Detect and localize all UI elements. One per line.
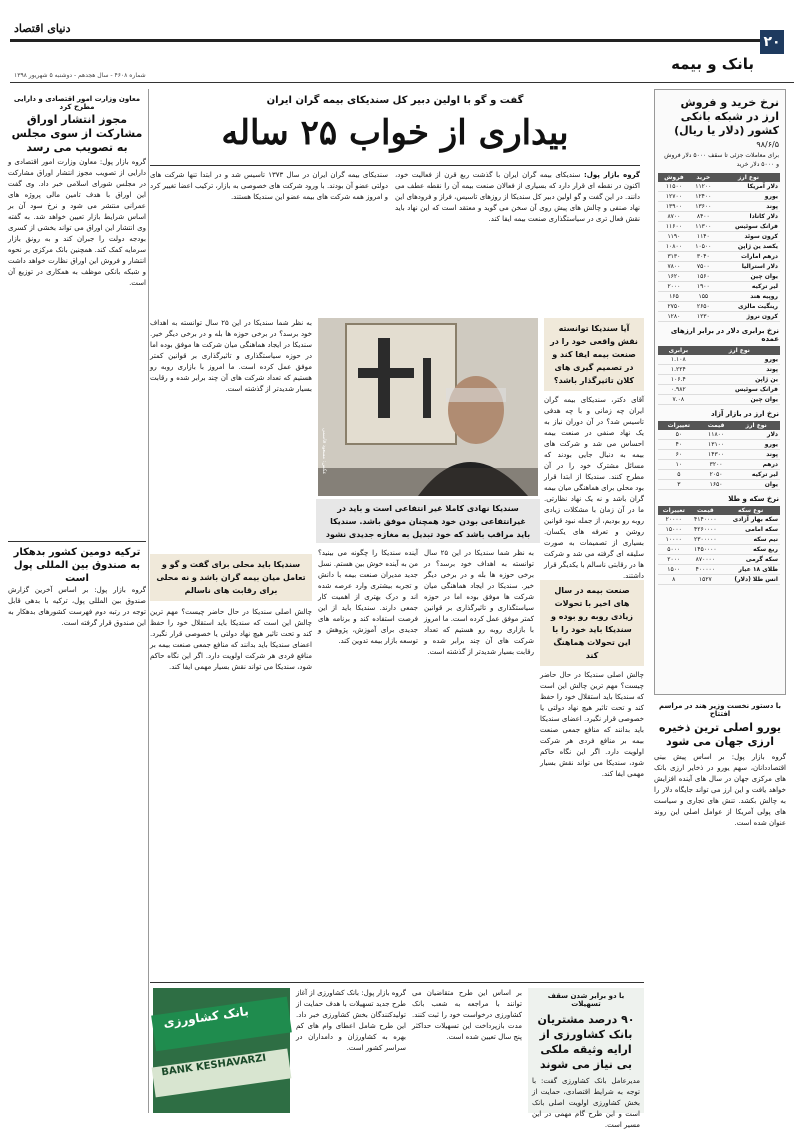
table-cell: ۱۱۵۰۰ <box>658 182 690 192</box>
table-cell: ۱۳۹۰۰ <box>658 202 690 212</box>
table-row <box>658 555 780 565</box>
bottom-col-1: گروه بازار پول: بانک کشاورزی از آغاز طرح جدید تسهیلات با هدف حمایت از تولیدکنندگان بخش کشاورزی خبر داد. این طرح شامل اعطای وام های کم بهره به کشاورزان و دامداران در سراسر کشور است. <box>296 989 406 1052</box>
table-cell: ۱۰۵۰۰ <box>690 242 717 252</box>
euro-title: یورو اصلی ترین ذخیره ارزی جهان می شود <box>658 721 782 748</box>
table-row <box>658 212 780 222</box>
intro-text: سندیکای بیمه گران ایران با گذشت ربع قرن از فعالیت خود، اکنون در نقطه ای قرار دارد که بسیاری از فعالان صنعت بیمه آن را نقطه عطف می دانند. در این گفت و گو اولین دبیر کل سندیکا از روزهای تاسیس، فراز و فرودهای این نهاد صنفی و چالش های پیش روی آن سخن می گوید و معتقد است که این نهاد باید نقش فعال تری در سیاستگذاری صنعت بیمه ایفا کند. <box>395 171 640 223</box>
table-row <box>658 395 780 405</box>
fx-bank-table <box>658 173 780 322</box>
photo-caption: سندیکا نهادی کاملا غیر انتفاعی است و باید در غیرانتفاعی بودن خود همچنان موفق باشد. سندیکا باید مراقب باشد که خود تبدیل به مغازه جدیدی نشود <box>316 499 540 543</box>
table-row <box>658 232 780 242</box>
table-cell: ۵۰ <box>658 430 700 440</box>
body-column-4: به نظر شما سندیکا در این ۲۵ سال توانسته به اهداف خود برسد؟ در برخی حوزه ها بله و در برخی دیگر خیر. سندیکا در ایجاد هماهنگی میان شرکت ها موفق بوده اما در حوزه سیاستگذاری و تاثیرگذاری بر قوانین کمتر موفق عمل کرده است. ما امروز با بازاری روبه رو هستیم که تعداد شرکت های آن چند برابر شده و رقابت بسیار شدیدتر از گذشته است. <box>424 549 534 656</box>
table-row <box>658 282 780 292</box>
table-cell: ۸۷۰۰ <box>658 212 690 222</box>
body-column-5 <box>540 580 644 978</box>
header-rule <box>10 82 794 83</box>
table-cell: ۱۳۶۰۰ <box>690 202 717 212</box>
table-row <box>658 525 780 535</box>
fx-parity-title: نرخ برابری دلار در برابر ارزهای عمده <box>670 327 779 343</box>
table-cell: طلای ۱۸ عیار <box>721 565 780 575</box>
table-cell: روپیه هند <box>717 292 780 302</box>
table-cell: انس طلا (دلار) <box>721 575 780 585</box>
table-header-cell: تغییرات <box>658 506 689 515</box>
table-cell: ۲۰۰۰ <box>658 282 690 292</box>
left-title: مجوز انتشار اوراق مشارکت از سوی مجلس به تصویب می رسد <box>11 113 143 154</box>
table-row <box>658 450 780 460</box>
table-cell: ۱.۲۲۴ <box>658 365 699 375</box>
table-cell: ۱۶۲۰ <box>658 272 690 282</box>
table-cell: درهم امارات <box>717 252 780 262</box>
table-cell: ۱۱۸۰۰ <box>700 430 733 440</box>
box-body: مدیرعامل بانک کشاورزی گفت: با توجه به شرایط اقتصادی، حمایت از بخش کشاورزی اولویت اصلی بانک است و این طرح گام مهمی در این مسیر است. <box>532 1077 640 1129</box>
table-header-cell: قیمت <box>700 421 733 430</box>
table-cell: فرانک سوئیس <box>699 385 780 395</box>
photo-credit: عکس: مسعود قاسمی <box>321 428 327 475</box>
table-row <box>658 470 780 480</box>
table-header-cell: نوع ارز <box>699 346 780 355</box>
table-cell: ۳۱۳۰ <box>658 252 690 262</box>
table-header-cell: تغییرات <box>658 421 700 430</box>
table-row <box>658 440 780 450</box>
table-cell: ۱۱۳۰۰ <box>690 222 717 232</box>
table-cell: ۲۷۵۰ <box>658 302 690 312</box>
table-row <box>658 272 780 282</box>
left-body: گروه بازار پول: معاون وزارت امور اقتصادی و دارایی از تصویب مجوز انتشار اوراق مشارکت در مجلس شورای اسلامی خبر داد. وی گفت این اوراق با هدف تامین مالی پروژه های عمرانی منتشر می شود و نرخ سود آن بر اساس شرایط بازار تعیین خواهد شد. به گفته وی انتشار این اوراق می تواند بخشی از کسری بودجه دولت را جبران کند و به رونق بازار سرمایه کمک کند. همچنین بانک مرکزی بر نحوه انتشار و فروش این اوراق نظارت خواهد داشت و شبکه بانکی موظف به همکاری در توزیع آن است. <box>8 158 146 287</box>
left-kicker: معاون وزارت امور اقتصادی و دارایی مطرح کرد <box>13 95 141 111</box>
box-title: ۹۰ درصد مشتریان بانک کشاورزی از ارایه وثیقه ملکی بی نیاز می شوند <box>537 1013 635 1071</box>
fx-market-title: نرخ ارز در بازار آزاد <box>711 410 779 418</box>
table-cell: لیر ترکیه <box>732 470 780 480</box>
dateline: شماره ۴۶۰۸ - سال هجدهم - دوشنبه ۵ شهریور ۱۳۹۸ <box>14 72 146 79</box>
table-header-cell: نوع ارز <box>717 173 780 182</box>
euro-body: گروه بازار پول: بر اساس پیش بینی اقتصاددانان، سهم یورو در ذخایر ارزی بانک های مرکزی جهان در سال های آینده افزایش خواهد یافت و این ارز می تواند جایگاه دلار را به چالش بکشد. تنش های تجاری و سیاست های پولی آمریکا از عوامل اصلی این روند عنوان شده است. <box>654 753 786 827</box>
left-rule <box>8 541 146 542</box>
fx-market-header <box>658 421 780 430</box>
table-cell: ۱۵۵ <box>690 292 717 302</box>
table-cell: ۱۱۶۰۰ <box>658 222 690 232</box>
table-cell: ۱۳۱۰۰ <box>700 440 733 450</box>
table-cell: ۶۰ <box>658 450 700 460</box>
body-column-2: به نظر شما سندیکا در این ۲۵ سال توانسته به اهداف خود برسد؟ در برخی حوزه ها بله و در برخی دیگر خیر. سندیکا در ایجاد هماهنگی میان شرکت ها موفق بوده اما در حوزه سیاستگذاری و تاثیرگذاری بر قوانین کمتر موفق عمل کرده است. ما امروز با بازاری روبه رو هستیم که تعداد شرکت های آن چند برابر شده و رقابت بسیار شدیدتر از گذشته است. <box>150 319 313 393</box>
table-cell: درهم <box>732 460 780 470</box>
table-header-cell: خرید <box>690 173 717 182</box>
table-cell: کرون نروژ <box>717 312 780 322</box>
table-cell: رینگیت مالزی <box>717 302 780 312</box>
pull-quote-3: صنعت بیمه در سال های اخیر با تحولات زیادی روبه رو بوده و سندیکا باید خود را با این تحولات هماهنگ کند <box>540 580 644 666</box>
table-cell: ۱۲۸۰ <box>658 312 690 322</box>
table-row <box>658 385 780 395</box>
table-row <box>658 355 780 365</box>
article-intro <box>395 170 640 312</box>
table-cell: ۷۸۰۰ <box>658 262 690 272</box>
table-cell: ۱۵۰۰ <box>658 565 689 575</box>
table-cell: ۳ <box>658 480 700 490</box>
main-title: بیداری از خواب ۲۵ ساله <box>221 113 569 153</box>
left-title-2: ترکیه دومین کشور بدهکار به صندوق بین المللی پول است <box>13 547 141 584</box>
table-cell: سکه گرمی <box>721 555 780 565</box>
fx-note: برای معاملات جزئی تا سقف ۵۰۰۰ دلار فروش و ۵۰۰۰ دلار خرید <box>664 152 779 168</box>
table-cell: دلار <box>732 430 780 440</box>
table-row <box>658 430 780 440</box>
page-number: ۲۰ <box>760 30 784 54</box>
table-cell: ۷.۰۸ <box>658 395 699 405</box>
table-row <box>658 515 780 525</box>
coin-title: نرخ سکه و طلا <box>728 495 779 503</box>
table-header-cell: فروش <box>658 173 690 182</box>
table-cell: دلار آمریکا <box>717 182 780 192</box>
table-row <box>658 182 780 192</box>
table-row <box>658 262 780 272</box>
body-text-1: آقای دکتر، سندیکای بیمه گران ایران چه زمانی و با چه هدفی تاسیس شد؟ در آن دوران نیاز به یک نهاد صنفی در صنعت بیمه احساس می شد و شرکت های بیمه به دنبال جایی بودند که مسائل مشترک خود را در آن مطرح کنند. سندیکا از ابتدا قرار بود محلی برای هماهنگی میان بیمه گران باشد و نه یک نهاد نظارتی. ما در آن زمان با مشکلات زیادی روبه رو بودیم، از جمله نبود قوانین روشن و تعرفه های یکسان. بسیاری از تصمیمات به صورت سلیقه ای گرفته می شد و شرکت ها در رقابتی ناسالم با یکدیگر قرار داشتند. <box>544 396 644 580</box>
table-header-cell: نوع سکه <box>721 506 780 515</box>
table-header-cell: قیمت <box>689 506 721 515</box>
table-cell: ۸ <box>658 575 689 585</box>
table-cell: ۳۲۰۰ <box>700 460 733 470</box>
table-row <box>658 545 780 555</box>
table-cell: ۱۱۹۰ <box>658 232 690 242</box>
euro-kicker: با دستور نخست وزیر هند در مراسم افتتاح <box>658 702 782 718</box>
body-text-3: چالش اصلی سندیکا در حال حاضر چیست؟ مهم ترین چالش این است که سندیکا باید استقلال خود را حفظ کند و تحت تاثیر هیچ نهاد دولتی یا خصوصی قرار نگیرد. اعضای سندیکا باید بدانند که منافع جمعی صنعت بیمه بر منافع فردی هر شرکت اولویت دارد. اگر این نگاه حاکم شود، سندیکا می تواند نقش بسیار مهمی ایفا کند. <box>150 608 312 671</box>
table-cell: ۵ <box>658 470 700 480</box>
table-cell: ۰.۹۸۲ <box>658 385 699 395</box>
table-cell: یوان چین <box>699 395 780 405</box>
table-row <box>658 302 780 312</box>
table-cell: ۱۴۵۰۰۰۰ <box>689 545 721 555</box>
box-kicker: با دو برابر شدن سقف تسهیلات <box>547 992 625 1008</box>
newspaper-logo: دنیای اقتصاد <box>14 22 71 35</box>
table-cell: سکه بهار آزادی <box>721 515 780 525</box>
table-cell: ۱۹۰۰ <box>690 282 717 292</box>
table-row <box>658 375 780 385</box>
pull-quote-1: آیا سندیکا توانسته نقش واقعی خود را در صنعت بیمه ایفا کند و در تصمیم گیری های کلان تاثیرگذار باشد؟ <box>544 318 644 391</box>
table-row <box>658 312 780 322</box>
bank-sign-photo <box>153 988 290 1113</box>
table-cell: ۸۴۰۰ <box>690 212 717 222</box>
fx-date: ۹۸/۶/۵ <box>756 140 779 149</box>
pull-quote-2: سندیکا باید محلی برای گفت و گو و تعامل میان بیمه گران باشد و نه محلی برای رقابت های ناسالم <box>150 554 312 601</box>
fx-rates-sidebar <box>654 89 786 695</box>
table-cell: فرانک سوئیس <box>717 222 780 232</box>
table-cell: نیم سکه <box>721 535 780 545</box>
table-cell: ۳۰۴۰ <box>690 252 717 262</box>
section-title: بانک و بیمه <box>671 55 754 73</box>
table-cell: ۱۱۴۰ <box>690 232 717 242</box>
interview-photo <box>318 318 538 496</box>
table-cell: ۱۲۴۰۰ <box>690 192 717 202</box>
table-cell: ۱۰۰۰۰ <box>658 535 689 545</box>
table-cell: ۱.۱۰۸ <box>658 355 699 365</box>
bottom-rule <box>150 982 644 983</box>
body-column-2b <box>150 548 312 978</box>
bank-sign-fa: بانک کشاورزی <box>162 1004 250 1030</box>
table-cell: دلار کانادا <box>717 212 780 222</box>
table-row <box>658 252 780 262</box>
table-cell: ۲۰۰۰ <box>658 555 689 565</box>
table-cell: ۱۵۶۰ <box>690 272 717 282</box>
body-column-1 <box>544 318 644 580</box>
left-column <box>8 95 146 795</box>
bottom-col-2: بر اساس این طرح متقاضیان می توانند با مراجعه به شعب بانک کشاورزی درخواست خود را ثبت کنند. مدت بازپرداخت این تسهیلات حداکثر پنج سال تعیین شده است. <box>412 989 522 1041</box>
table-cell: ۴۰۰۰۰۰ <box>689 565 721 575</box>
fx-market-table <box>658 421 780 490</box>
table-cell: پوند <box>732 450 780 460</box>
table-row <box>658 365 780 375</box>
table-row <box>658 292 780 302</box>
table-cell: دلار استرالیا <box>717 262 780 272</box>
table-cell: ۱۲۳۰ <box>690 312 717 322</box>
table-row <box>658 565 780 575</box>
table-cell: یورو <box>732 440 780 450</box>
table-cell: یورو <box>699 355 780 365</box>
table-cell: ۴۲۶۰۰۰۰ <box>689 525 721 535</box>
table-row <box>658 575 780 585</box>
fx-parity-table <box>658 346 780 405</box>
body-column-3: آینده سندیکا را چگونه می بینید؟ من به آینده خوش بین هستم. نسل جدید مدیران صنعت بیمه با دانش و تجربه بیشتری وارد عرصه شده اند و درک بهتری از اهمیت کار جمعی دارند. سندیکا باید از این فرصت استفاده کند و برنامه های جدیدی برای آموزش، پژوهش و توسعه بازار بیمه تدوین کند. <box>318 549 418 645</box>
left-body-2: گروه بازار پول: بر اساس آخرین گزارش صندوق بین المللی پول، ترکیه با بدهی قابل توجه در رتبه دوم فهرست کشورهای بدهکار به این صندوق قرار گرفته است. <box>8 586 146 627</box>
table-row <box>658 192 780 202</box>
table-cell: ۱۵۲۷ <box>689 575 721 585</box>
table-cell: ۲۶۵۰ <box>690 302 717 312</box>
table-cell: پوند <box>717 202 780 212</box>
table-header-cell: برابری <box>658 346 699 355</box>
table-row <box>658 460 780 470</box>
coin-table <box>658 506 780 585</box>
euro-article <box>654 702 786 1112</box>
table-cell: ۱۴۳۰۰ <box>700 450 733 460</box>
table-cell: ربع سکه <box>721 545 780 555</box>
table-cell: ۴۱۴۰۰۰۰ <box>689 515 721 525</box>
column-divider <box>148 89 149 1113</box>
table-cell: یورو <box>717 192 780 202</box>
table-cell: ۱۰۶.۴ <box>658 375 699 385</box>
coin-header <box>658 506 780 515</box>
table-cell: ۷۵۰۰ <box>690 262 717 272</box>
intro-label: گروه بازار پول: <box>583 171 641 179</box>
table-cell: ۱۱۲۰۰ <box>690 182 717 192</box>
table-row <box>658 202 780 212</box>
table-cell: ۴۰ <box>658 440 700 450</box>
bank-sign-en: BANK KESHAVARZI <box>160 1052 267 1079</box>
table-cell: سکه امامی <box>721 525 780 535</box>
title-rule <box>150 165 640 166</box>
table-row <box>658 480 780 490</box>
table-cell: کرون سوئد <box>717 232 780 242</box>
body-text-5: چالش اصلی سندیکا در حال حاضر چیست؟ مهم ترین چالش این است که سندیکا باید استقلال خود را حفظ کند و تحت تاثیر هیچ نهاد دولتی یا خصوصی قرار نگیرد. اعضای سندیکا باید بدانند که منافع جمعی صنعت بیمه بر منافع فردی هر شرکت اولویت دارد. اگر این نگاه حاکم شود، سندیکا می تواند نقش بسیار مهمی ایفا کند. <box>540 671 644 778</box>
table-cell: ۱۶۵ <box>658 292 690 302</box>
table-cell: پوند <box>699 365 780 375</box>
bank-keshavarzi-box <box>528 988 644 1129</box>
article-lead-column: سندیکای بیمه گران ایران در سال ۱۳۷۳ تاسیس شد و در ابتدا تنها شرکت های دولتی عضو آن بودند. با ورود شرکت های خصوصی به بازار، ترکیب اعضا تغییر کرد و امروز همه شرکت های بیمه عضو این سندیکا هستند. <box>150 171 388 201</box>
table-cell: ۲۰۰۰۰ <box>658 515 689 525</box>
table-cell: ۱۰ <box>658 460 700 470</box>
fx-bank-header <box>658 173 780 182</box>
header-bar <box>10 14 770 42</box>
main-kicker: گفت و گو با اولین دبیر کل سندیکای بیمه گران ایران <box>266 95 524 106</box>
table-cell: ۱۵۰۰۰ <box>658 525 689 535</box>
table-row <box>658 242 780 252</box>
table-cell: لیر ترکیه <box>717 282 780 292</box>
table-cell: یوان <box>732 480 780 490</box>
table-cell: ۱۲۷۰۰ <box>658 192 690 202</box>
table-cell: یکصد ین ژاپن <box>717 242 780 252</box>
table-cell: یوان چین <box>717 272 780 282</box>
table-row <box>658 535 780 545</box>
table-header-cell: نوع ارز <box>732 421 780 430</box>
fx-title: نرخ خرید و فروش ارز در شبکه بانکی کشور (دلار یا ریال) <box>674 96 779 137</box>
table-cell: ین ژاپن <box>699 375 780 385</box>
table-row <box>658 222 780 232</box>
portrait-illustration <box>318 318 538 496</box>
table-cell: ۸۷۰۰۰۰ <box>689 555 721 565</box>
table-cell: ۱۶۵۰ <box>700 480 733 490</box>
table-cell: ۲۳۰۰۰۰۰ <box>689 535 721 545</box>
fx-parity-header <box>658 346 780 355</box>
table-cell: ۵۰۰۰ <box>658 545 689 555</box>
table-cell: ۲۰۵۰ <box>700 470 733 480</box>
table-cell: ۱۰۸۰۰ <box>658 242 690 252</box>
